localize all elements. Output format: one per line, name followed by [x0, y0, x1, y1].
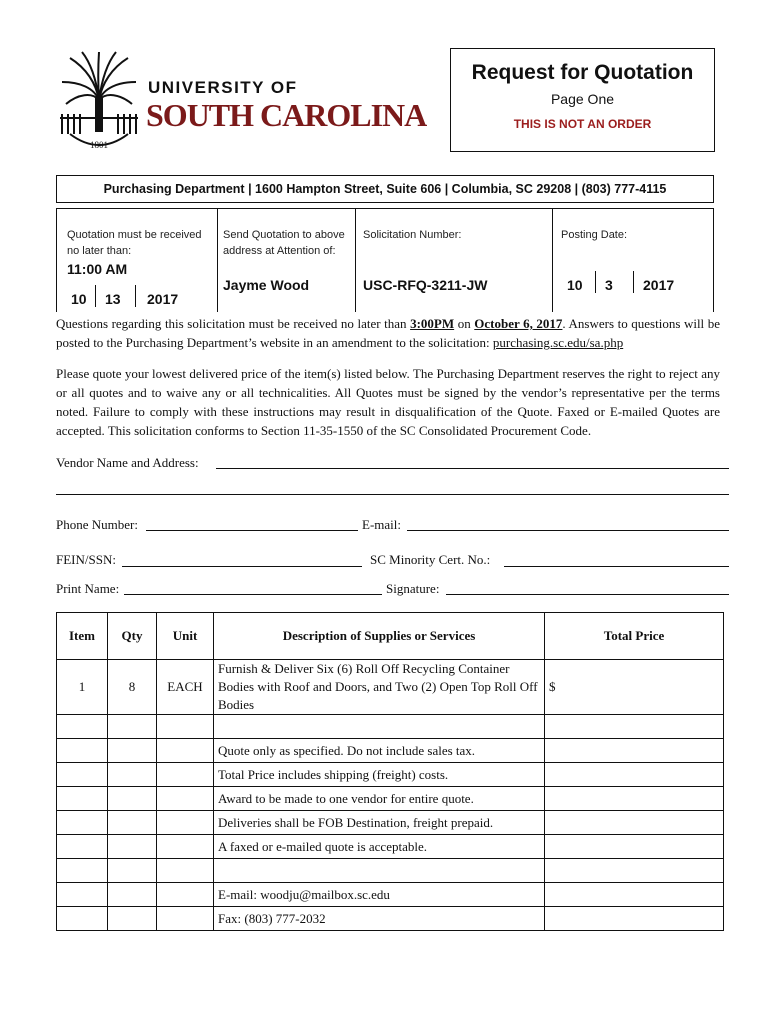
table-row — [57, 787, 724, 811]
items-table — [56, 612, 724, 931]
table-row — [57, 715, 724, 739]
item-description: Furnish & Deliver Six (6) Roll Off Recycling Container Bodies with Roof and Doors, and Two (2) Open Top Roll Off Bodies — [214, 660, 545, 715]
posting-date-label: Posting Date: — [561, 229, 628, 241]
purchasing-website-link[interactable]: purchasing.sc.edu/sa.php — [492, 335, 624, 350]
contact-fax: Fax: (803) 777-2032 — [214, 907, 545, 931]
page-label: Page One — [550, 91, 615, 107]
item-number: 1 — [57, 660, 108, 715]
table-row — [57, 907, 724, 931]
email-label: E-mail: — [362, 517, 401, 532]
item-total-price[interactable]: $ — [545, 660, 724, 715]
minority-cert-label: SC Minority Cert. No.: — [370, 552, 491, 567]
svg-text:1801: 1801 — [90, 140, 108, 150]
table-row — [57, 811, 724, 835]
email-field[interactable] — [407, 530, 729, 531]
fein-field[interactable] — [122, 566, 362, 567]
header-total-price: Total Price — [545, 613, 724, 660]
solicitation-info-row — [56, 208, 714, 312]
attention-name: Jayme Wood — [223, 277, 310, 293]
header-unit: Unit — [157, 613, 214, 660]
due-day: 13 — [105, 291, 121, 307]
minority-cert-field[interactable] — [504, 566, 729, 567]
solicitation-number-label: Solicitation Number: — [363, 229, 462, 241]
phone-label: Phone Number: — [56, 517, 138, 532]
phone-field[interactable] — [146, 530, 358, 531]
note-sales-tax: Quote only as specified. Do not include sales tax. — [214, 739, 545, 763]
note-faxed: A faxed or e-mailed quote is acceptable. — [214, 835, 545, 859]
header-qty: Qty — [108, 613, 157, 660]
document-title: Request for Quotation — [471, 61, 694, 84]
vendor-address-field[interactable] — [56, 494, 729, 495]
signature-field[interactable] — [446, 594, 729, 595]
not-an-order-notice: THIS IS NOT AN ORDER — [513, 117, 652, 131]
posting-year: 2017 — [643, 277, 675, 293]
item-qty: 8 — [108, 660, 157, 715]
note-shipping: Total Price includes shipping (freight) costs. — [214, 763, 545, 787]
table-row — [57, 883, 724, 907]
contact-email[interactable]: E-mail: woodju@mailbox.sc.edu — [214, 883, 545, 907]
header-description: Description of Supplies or Services — [214, 613, 545, 660]
questions-deadline-date: October 6, 2017 — [474, 316, 563, 331]
vendor-name-field[interactable] — [216, 468, 729, 469]
header-item: Item — [57, 613, 108, 660]
note-fob: Deliveries shall be FOB Destination, freight prepaid. — [214, 811, 545, 835]
due-date-label: Quotation must be received no later than: — [67, 229, 202, 257]
due-month: 10 — [71, 291, 87, 307]
signature-label: Signature: — [386, 581, 440, 596]
logo-line-1: UNIVERSITY OF — [148, 78, 298, 97]
due-time: 11:00 AM — [67, 261, 128, 277]
due-year: 2017 — [147, 291, 179, 307]
rfq-title-box — [450, 48, 715, 152]
print-name-label: Print Name: — [56, 581, 120, 596]
logo-line-2: SOUTH CAROLINA — [146, 97, 427, 133]
vendor-name-label: Vendor Name and Address: — [56, 455, 199, 470]
fein-label: FEIN/SSN: — [56, 552, 116, 567]
table-row — [57, 763, 724, 787]
palmetto-seal-icon — [56, 48, 142, 156]
table-row — [57, 739, 724, 763]
solicitation-number: USC-RFQ-3211-JW — [363, 277, 488, 293]
posting-month: 10 — [567, 277, 583, 293]
instructions-paragraph: Please quote your lowest delivered price of the item(s) listed below. The Purchasing Department reserves the right to reject any or all quotes and to waive any or all technicalities. All Quotes must be signed by the vendor’s representative per the terms noted. Failure to comply with these instructions may result in disqualification of the Quote. Faxed or E-mailed Quotes are accepted. This solicitation conforms to Section 11-35-1550 of the SC Consolidated Procurement Code. — [56, 366, 720, 438]
questions-paragraph: Questions regarding this solicitation must be received no later than 3:00PM on October 6, 2017. Answers to questions will be posted to the Purchasing Department’s website in an amendment to the solicitation: purchasing.sc.edu/sa.php — [56, 316, 721, 350]
table-header-row — [57, 613, 724, 660]
university-logo — [56, 48, 431, 156]
note-award: Award to be made to one vendor for entire quote. — [214, 787, 545, 811]
questions-deadline-time: 3:00PM — [410, 316, 455, 331]
attention-label: Send Quotation to above address at Attention of: — [223, 229, 345, 257]
table-row — [57, 835, 724, 859]
table-row — [57, 660, 724, 715]
purchasing-department-bar: Purchasing Department | 1600 Hampton Street, Suite 606 | Columbia, SC 29208 | (803) 777-4115 — [56, 175, 714, 203]
item-unit: EACH — [157, 660, 214, 715]
posting-day: 3 — [605, 277, 613, 293]
table-row — [57, 859, 724, 883]
print-name-field[interactable] — [124, 594, 382, 595]
